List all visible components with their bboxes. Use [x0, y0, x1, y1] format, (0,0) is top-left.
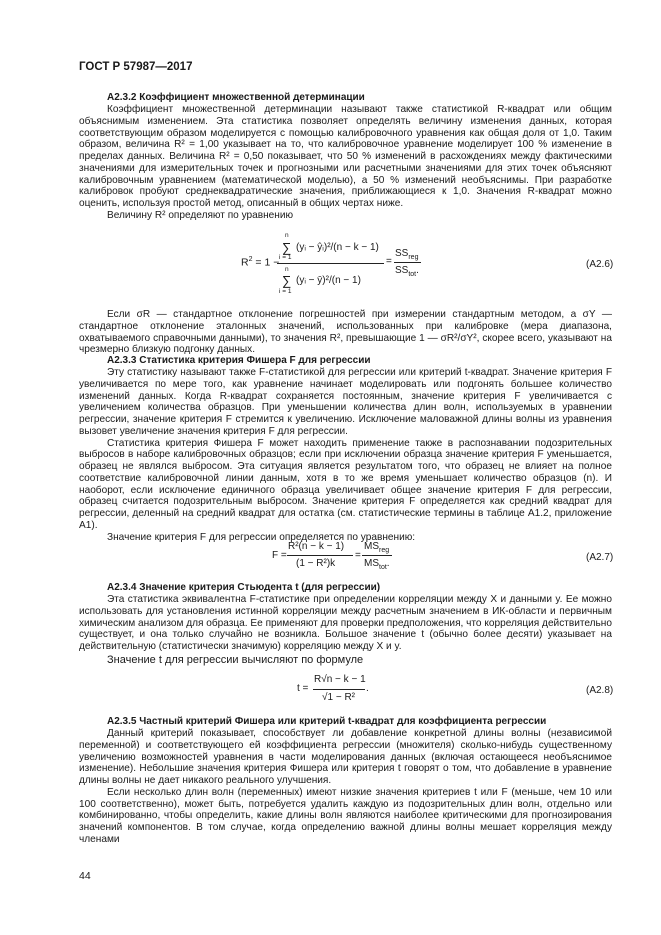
paragraph: Данный критерий показывает, способствует ли добавление конкретной длины волны (независимой переменной) и соответствующего ей коэффициента регрессии (множителя) сколько-нибудь существенному увеличению возможностей уравнения в части моделирования данных (включая остающееся необъяснимое изменение). Небольшие значения критерия Фишера или критерия t говорят о том, что добавление в уравнение длины волны не дает никакого реального улучшения.: [79, 728, 612, 786]
section-heading: А2.3.4 Значение критерия Стьюдента t (для регрессии): [107, 582, 381, 593]
fraction-bar: [313, 689, 365, 690]
section-a2-3-3: [79, 354, 612, 543]
paragraph: Значение критерия F для регрессии определяется по уравнению:: [107, 531, 416, 543]
section-a2-3-2-cont: [79, 309, 612, 356]
eq-numerator: R√n − k − 1: [314, 674, 366, 685]
sum-icon: ∑: [282, 273, 292, 288]
eq-numerator: R²(n − k − 1): [288, 541, 345, 552]
sum-lower: i = 1: [279, 254, 292, 261]
equation-number: (А2.6): [586, 259, 614, 270]
paragraph: Значение t для регрессии вычисляют по формуле: [107, 653, 364, 666]
fraction-bar: [394, 262, 421, 263]
fraction-bar: [362, 555, 392, 556]
section-heading: А2.3.5 Частный критерий Фишера или критерий t-квадрат для коэффициента регрессии: [107, 716, 547, 727]
ms-tot: $MS_{tot}$.: [364, 558, 390, 571]
sum-upper: n: [285, 266, 289, 273]
sum-icon: ∑: [282, 240, 292, 255]
paragraph: Если несколько длин волн (переменных) имеют низкие значения критериев t или F (меньше, чем 10 или 100 соответственно), может быть, потребуется удалить каждую из подозрительных длин волн, отдельно или комбинированно, чтобы определить, какие длины волн являются наиболее критическими для прогнозирования значений компонентов. В том случае, когда определению важной длины волны мешает корреляция между членами: [79, 786, 612, 845]
document-header: ГОСТ Р 57987—2017: [79, 61, 193, 73]
section-heading: А2.3.2 Коэффициент множественной детерминации: [107, 92, 365, 103]
eq-denominator: √1 − R²: [322, 692, 355, 703]
page-number: 44: [79, 870, 91, 882]
paragraph: Величину R² определяют по уравнению: [107, 209, 294, 221]
equals: =: [355, 550, 361, 561]
ss-reg: $SS_{reg}$: [395, 248, 419, 261]
section-a2-3-5: [79, 715, 612, 846]
section-a2-3-2: [79, 91, 612, 222]
section-a2-3-4: [79, 581, 612, 667]
paragraph: Коэффициент множественной детерминации называют также статистикой R-квадрат или общим объяснимым изменением. Эта статистика позволяет определять величину изменения данных, которая соответствующим образом моделируется с помощью калибровочного уравнения как общая доля от 1,0. Таким образом, величина R² = 1,00 указывает на то, что калибровочное уравнение моделирует 100 % изменение в пределах данных. Величина R² = 0,50 показывает, что 50 % изменений в расхождениях между фактическими значениями для измерительных точек и прогнозными или расчетными значениями для этих точек объясняют калибровочным уравнением (математической моделью), а 50 % изменений необъяснимы. При разработке калибровок пробуют среднеквадратические значения, приближающиеся к 1,0. Значения R-квадрат можно оценить, используя простой метод, описанный в общих чертах ниже.: [79, 104, 612, 209]
ms-reg: $MS_{reg}$: [364, 541, 390, 554]
eq-lhs: t =: [297, 683, 309, 694]
period: .: [366, 683, 369, 694]
equation-number: (А2.8): [586, 685, 614, 696]
eq-lhs: F =: [272, 550, 287, 561]
paragraph: Эту статистику называют также F-статистикой для регрессии или критерий t-квадрат. Значение критерия F увеличивается по мере того, как уравнение начинает моделировать или подгонять большее количество изменений данных. Когда R-квадрат сохраняется постоянным, значение критерия F увеличивается с увеличением количества образцов. При уменьшении количества длин волн, используемых в уравнении регрессии, значение критерия F стремится к увеличению. Исключение маловажной длины волны из уравнения вызовет увеличение значения критерия F для регрессии.: [79, 367, 612, 437]
equation-number: (А2.7): [586, 552, 614, 563]
paragraph: Эта статистика эквивалентна F-статистике при определении корреляции между X и данными y. Ее можно использовать для установления истинной корреляции между расчетным значением в ИК-области и первичным химическим анализом для образца. Ее применяют для проверки предположения, что корреляция действительно существует, и она только случайно не возникла. Большое значение t (обычно более десяти) указывает на действительную (статистически значимую) корреляцию между X и y.: [79, 594, 612, 652]
eq-lhs: $R^2 = 1$ −: [241, 256, 280, 269]
fraction-bar: [277, 263, 384, 264]
section-heading: А2.3.3 Статистика критерия Фишера F для регрессии: [107, 355, 371, 366]
equals: =: [386, 256, 392, 267]
eq-denominator: (yᵢ − ȳ)²/(n − 1): [296, 275, 361, 286]
fraction-bar: [287, 555, 353, 556]
eq-denominator: (1 − R²)k: [296, 558, 336, 569]
paragraph: Если σR — стандартное отклонение погрешностей при измерении стандартным методом, а σY — стандартное отклонение эталонных значений, использованных при калибровке (мера диапазона, охватываемого справочными данными), то значения R², превышающие 1 — σR²/σY², скорее всего, указывают на чрезмерно близкую подгонку данных.: [79, 309, 612, 356]
sum-lower: i = 1: [279, 288, 292, 295]
sum-upper: n: [285, 232, 289, 239]
eq-numerator: (yᵢ − ŷᵢ)²/(n − k − 1): [296, 242, 379, 253]
ss-tot: $SS_{tot}$.: [395, 265, 419, 278]
paragraph: Статистика критерия Фишера F может находить применение также в распознавании подозрительных выбросов в наборе калибровочных образцов; если при исключении образца значение критерия F уменьшается, образец не являлся выбросом. Эта ситуация является результатом того, что образец не влияет на полное соответствие калибровочной линии данным, хотя в то же время уменьшает количество образцов (n). И наоборот, если исключение единичного образца увеличивает общее значение критерия F для регрессии, образец считается подозрительным выбросом. Значение критерия F определяется как средний квадрат для регрессии, деленный на средний квадрат для остатка (см. статистические термины в таблице А1.2, приложение А1).: [79, 437, 612, 531]
